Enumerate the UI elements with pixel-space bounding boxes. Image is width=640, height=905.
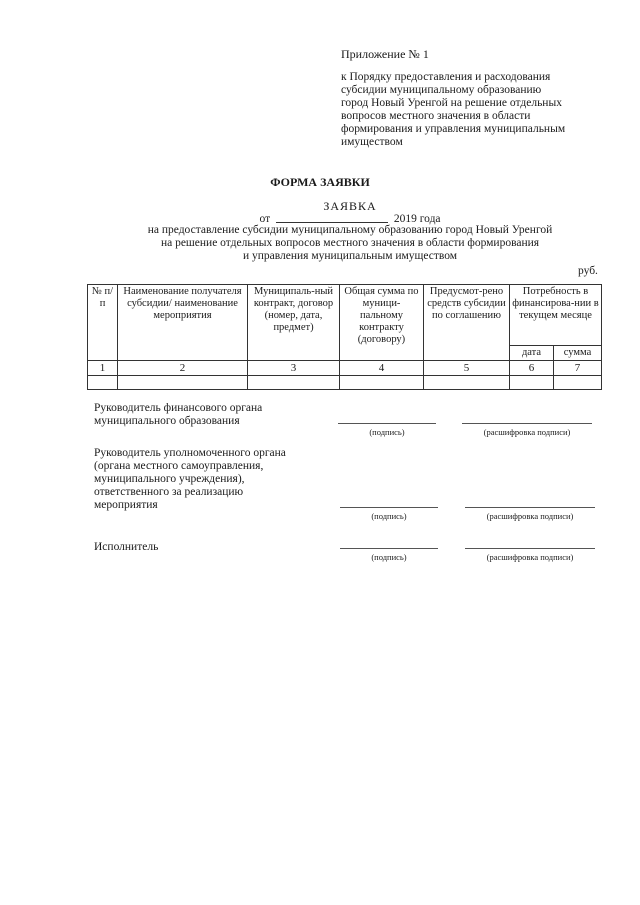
signature-line[interactable] (340, 507, 438, 508)
decode-line[interactable] (462, 423, 592, 424)
decode-caption: (расшифровка подписи) (486, 511, 574, 521)
appendix-line: вопросов местного значения в области (341, 110, 531, 122)
purpose-line: и управления муниципальным имуществом (242, 250, 458, 262)
currency-label: руб. (578, 265, 598, 277)
request-title: ЗАЯВКА (323, 199, 377, 213)
date-suffix: 2019 года (393, 213, 441, 225)
header-funding-need: Потребность в финансирова-нии в текущем месяце (510, 285, 602, 346)
appendix-title: Приложение № 1 (341, 47, 429, 61)
signature-caption: (подпись) (371, 552, 407, 562)
request-table (87, 284, 602, 390)
column-number: 2 (118, 361, 248, 376)
header-total-sum: Общая сумма по муници-пальному контракту (договору) (340, 285, 424, 361)
signature-caption: (подпись) (371, 511, 407, 521)
subheader-date: дата (510, 346, 554, 361)
purpose-line: на решение отдельных вопросов местного значения в области формирования (160, 237, 540, 249)
header-contract: Муниципаль-ный контракт, договор (номер, дата, предмет) (248, 285, 340, 361)
appendix-description (341, 71, 601, 149)
signature-line[interactable] (340, 548, 438, 549)
header-subsidy-funds: Предусмот-рено средств субсидии по соглашению (424, 285, 510, 361)
table-cell[interactable] (424, 376, 510, 390)
appendix-line: субсидии муниципальному образованию (341, 84, 542, 96)
subheader-sum: сумма (554, 346, 602, 361)
signature-label-finance-head: Руководитель финансового органа муниципального образования (94, 402, 263, 427)
decode-line[interactable] (465, 507, 595, 508)
column-number: 1 (88, 361, 118, 376)
column-number: 3 (248, 361, 340, 376)
header-number: № п/п (88, 285, 118, 361)
column-number: 5 (424, 361, 510, 376)
signature-line[interactable] (338, 423, 436, 424)
table-cell[interactable] (554, 376, 602, 390)
decode-line[interactable] (465, 548, 595, 549)
column-number: 4 (340, 361, 424, 376)
signature-caption: (подпись) (369, 427, 405, 437)
column-number: 7 (554, 361, 602, 376)
table-cell[interactable] (248, 376, 340, 390)
date-prefix: от (259, 213, 271, 225)
signature-label-executor: Исполнитель (94, 541, 159, 553)
appendix-line: имуществом (341, 136, 403, 148)
request-purpose (110, 224, 590, 263)
form-title: ФОРМА ЗАЯВКИ (270, 175, 370, 189)
decode-caption: (расшифровка подписи) (486, 552, 574, 562)
request-date-line (0, 211, 640, 225)
table-cell[interactable] (510, 376, 554, 390)
date-blank-field[interactable] (276, 211, 388, 223)
header-recipient: Наименование получателя субсидии/ наименование мероприятия (118, 285, 248, 361)
table-cell[interactable] (340, 376, 424, 390)
table-cell[interactable] (118, 376, 248, 390)
table-cell[interactable] (88, 376, 118, 390)
appendix-line: город Новый Уренгой на решение отдельных (341, 97, 562, 109)
decode-caption: (расшифровка подписи) (483, 427, 571, 437)
column-number: 6 (510, 361, 554, 376)
purpose-line: на предоставление субсидии муниципальному образованию город Новый Уренгой (147, 224, 553, 236)
signature-label-authorized-head: Руководитель уполномоченного органа (органа местного самоуправления, муниципального учреждения), ответственного за реализацию мероприятия (94, 447, 286, 511)
appendix-line: к Порядку предоставления и расходования (341, 71, 551, 83)
appendix-line: формирования и управления муниципальным (341, 123, 566, 135)
